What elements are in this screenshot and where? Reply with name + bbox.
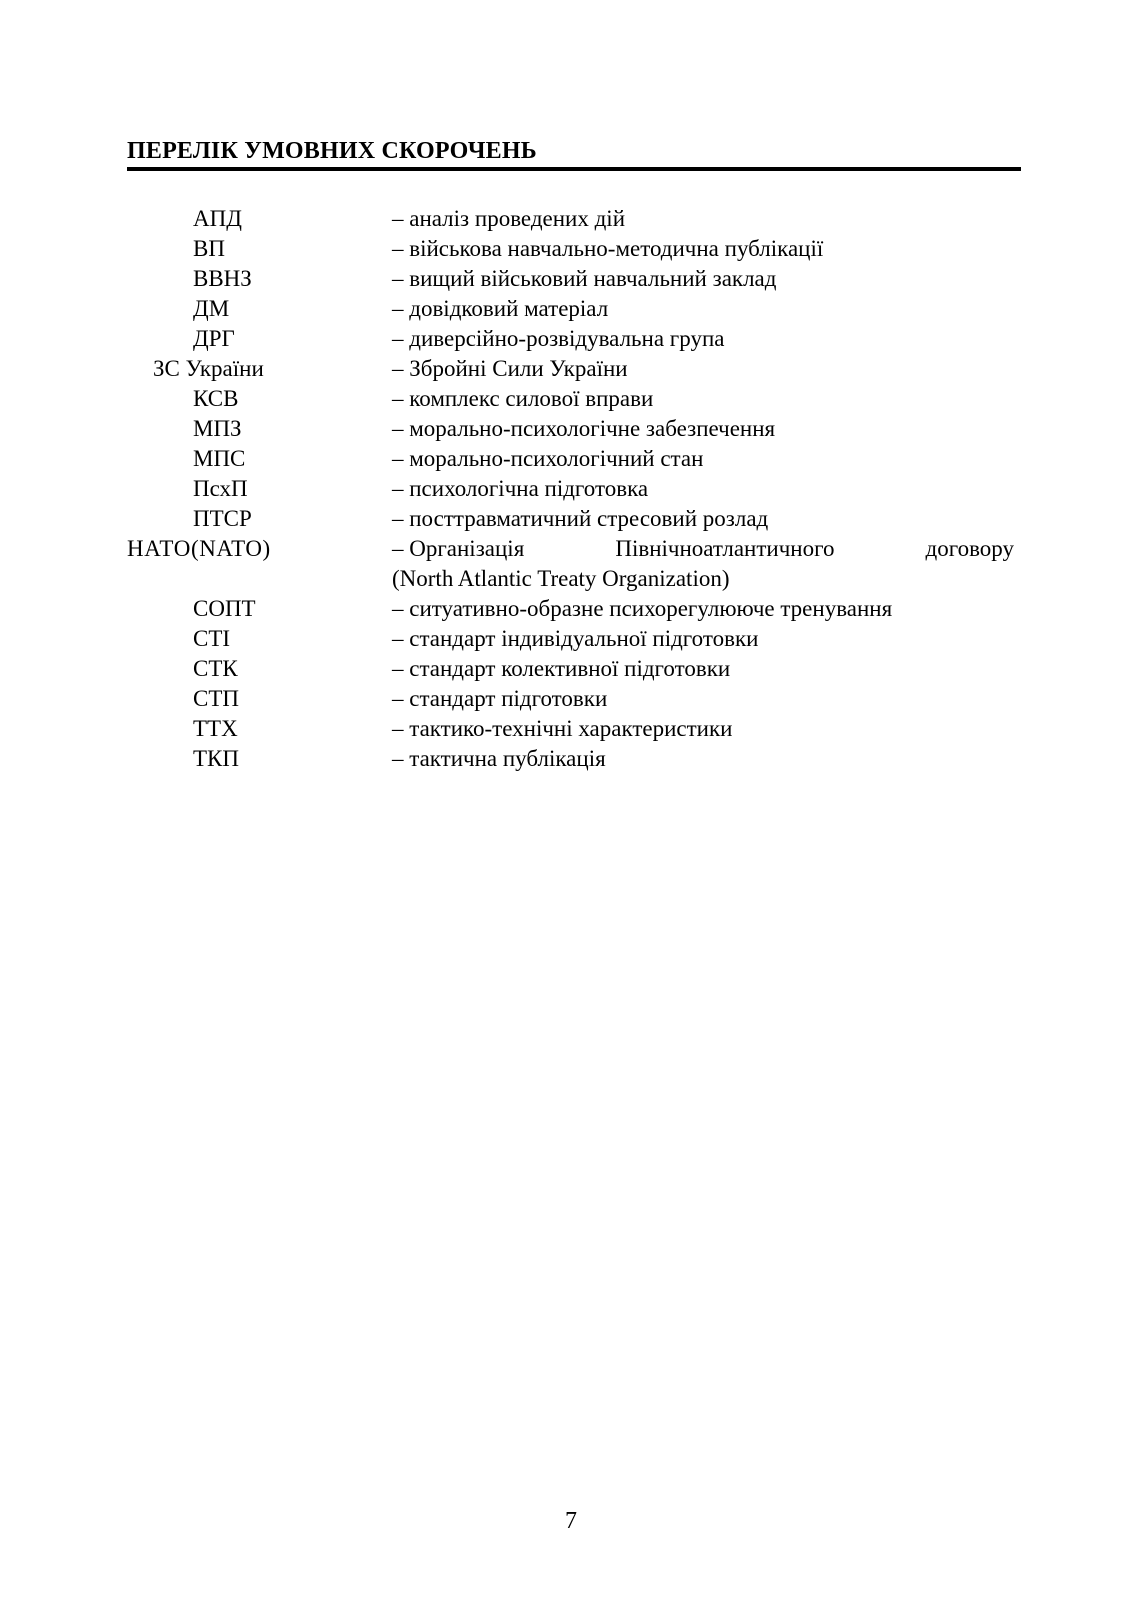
abbreviation-term: ТКП: [193, 746, 239, 771]
abbreviation-definition: – тактико-технічні характеристики: [392, 716, 733, 741]
list-item: [0, 654, 1142, 684]
definition-word: договору: [925, 536, 1014, 561]
list-item: [0, 204, 1142, 234]
list-item: [0, 234, 1142, 264]
abbreviation-definition: – тактична публікація: [392, 746, 606, 771]
abbreviation-term: СТК: [193, 656, 238, 681]
abbreviation-definition: – морально-психологічне забезпечення: [392, 416, 776, 441]
list-item: [0, 414, 1142, 444]
page-title: ПЕРЕЛІК УМОВНИХ СКОРОЧЕНЬ: [127, 138, 537, 164]
abbreviation-definition: – ситуативно-образне психорегулююче тренування: [392, 596, 893, 621]
abbreviation-list: [0, 204, 1142, 774]
abbreviation-definition: – довідковий матеріал: [392, 296, 609, 321]
definition-word: – Організація: [392, 536, 525, 561]
abbreviation-term: ДМ: [193, 296, 230, 321]
list-item: [0, 384, 1142, 414]
abbreviation-definition: – Збройні Сили України: [392, 356, 628, 381]
list-item: [0, 294, 1142, 324]
abbreviation-term: ВП: [193, 236, 225, 261]
list-item: [0, 354, 1142, 384]
abbreviation-definition: – стандарт індивідуальної підготовки: [392, 626, 759, 651]
abbreviation-term: ВВНЗ: [193, 266, 252, 291]
abbreviation-term: СТП: [193, 686, 239, 711]
abbreviation-definition: – вищий військовий навчальний заклад: [392, 266, 777, 291]
list-item: [0, 744, 1142, 774]
abbreviation-definition: – комплекс силової вправи: [392, 386, 654, 411]
abbreviation-term: МПЗ: [193, 416, 242, 441]
abbreviation-term: СТІ: [193, 626, 231, 651]
list-item: [0, 444, 1142, 474]
abbreviation-term: ТТХ: [193, 716, 238, 741]
list-item: [0, 594, 1142, 624]
list-item: [0, 534, 1142, 594]
list-item: [0, 684, 1142, 714]
definition-word: Північноатлантичного: [615, 536, 835, 561]
list-item: [0, 714, 1142, 744]
list-item: [0, 474, 1142, 504]
abbreviation-definition: – диверсійно-розвідувальна група: [392, 326, 725, 351]
definition-line: (North Atlantic Treaty Organization): [392, 566, 730, 591]
abbreviation-term: ДРГ: [193, 326, 235, 351]
abbreviation-definition: – психологічна підготовка: [392, 476, 649, 501]
abbreviation-definition: – стандарт підготовки: [392, 686, 608, 711]
abbreviation-definition: [392, 534, 1014, 594]
abbreviation-term: ЗС України: [153, 356, 264, 381]
title-underline: [127, 167, 1021, 171]
abbreviation-term: НАТО(NATO): [127, 536, 271, 561]
list-item: [0, 504, 1142, 534]
abbreviation-definition: – військова навчально-методична публікації: [392, 236, 824, 261]
abbreviation-definition: – стандарт колективної підготовки: [392, 656, 731, 681]
abbreviation-term: КСВ: [193, 386, 239, 411]
abbreviation-definition: – посттравматичний стресовий розлад: [392, 506, 769, 531]
abbreviation-definition: – морально-психологічний стан: [392, 446, 704, 471]
abbreviation-term: СОПТ: [193, 596, 256, 621]
abbreviation-term: МПС: [193, 446, 246, 471]
abbreviation-term: АПД: [193, 206, 242, 231]
abbreviation-term: ПТСР: [193, 506, 252, 531]
list-item: [0, 264, 1142, 294]
list-item: [0, 624, 1142, 654]
list-item: [0, 324, 1142, 354]
abbreviation-definition: – аналіз проведених дій: [392, 206, 625, 231]
page-number: 7: [565, 1508, 577, 1534]
definition-line: [392, 534, 1014, 564]
abbreviation-term: ПсхП: [193, 476, 248, 501]
